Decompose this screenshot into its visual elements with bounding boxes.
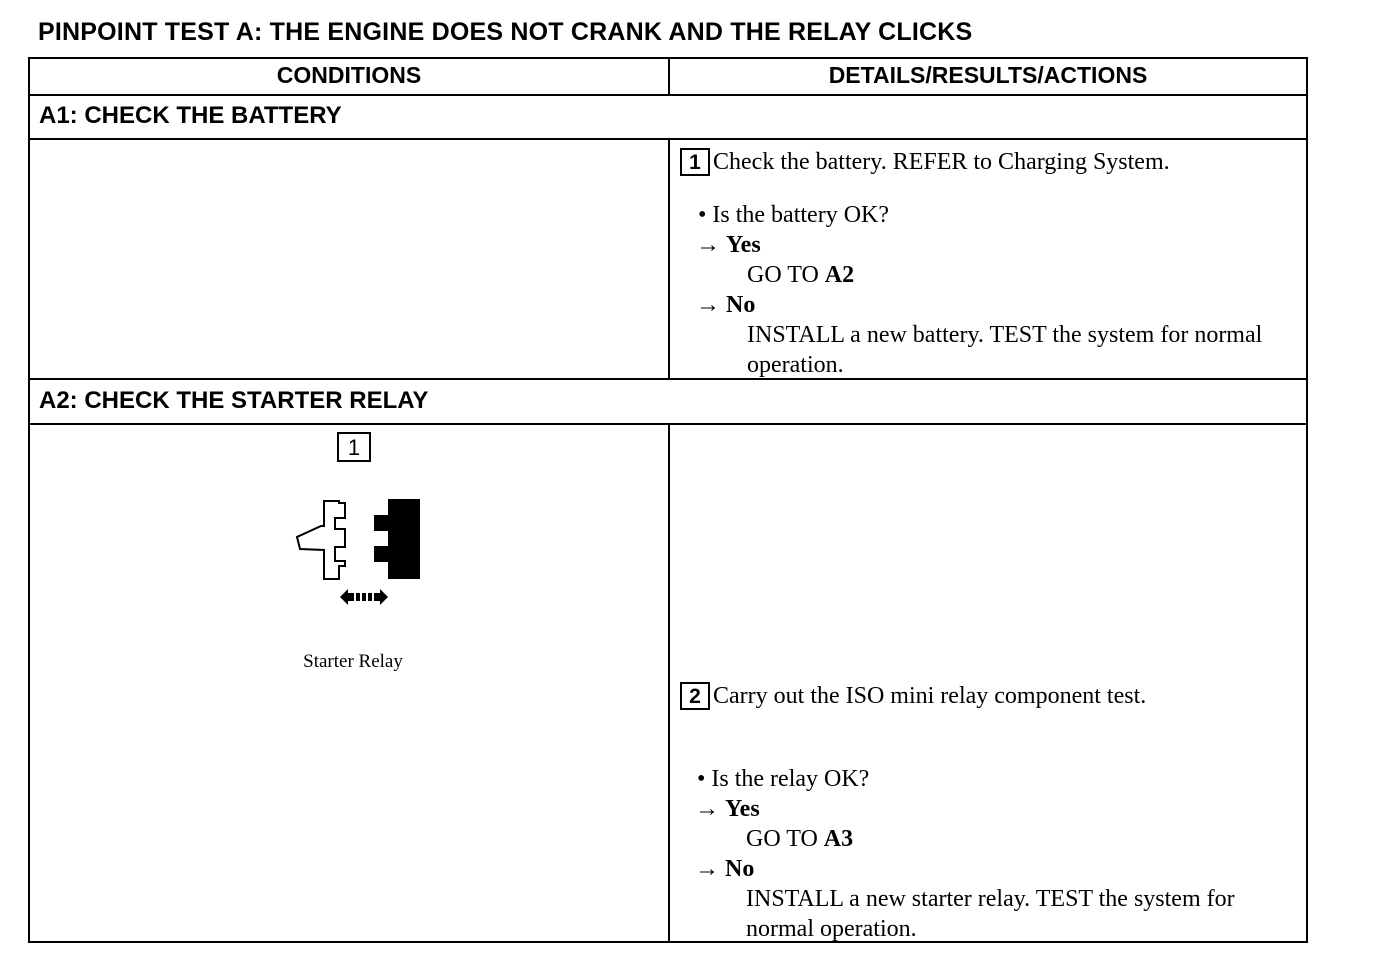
a2-yes-action <box>746 824 853 854</box>
details-column-header: DETAILS/RESULTS/ACTIONS <box>828 62 1148 88</box>
a2-no-label: No <box>725 856 755 882</box>
a2-yes-target: A3 <box>823 826 854 852</box>
a1-step-1 <box>680 148 1170 176</box>
arrow-icon: → <box>696 292 720 318</box>
a1-yes-row <box>696 230 761 260</box>
a1-yes-label: Yes <box>726 232 761 258</box>
a1-yes-target: A2 <box>824 262 855 288</box>
arrow-icon: → <box>695 796 719 822</box>
a1-step-text: Check the battery. REFER to Charging System. <box>713 148 1170 175</box>
page-title: PINPOINT TEST A: THE ENGINE DOES NOT CRANK AND THE RELAY CLICKS <box>38 18 973 46</box>
a2-yes-row <box>695 794 760 824</box>
starter-relay-icon <box>290 489 420 611</box>
figure-callout: 1 <box>337 432 371 462</box>
column-divider-a1 <box>668 139 670 379</box>
a2-yes-label: Yes <box>725 796 760 822</box>
pinpoint-test-table <box>28 57 1308 943</box>
step-number-box: 1 <box>680 148 710 176</box>
a1-yes-action-text: GO TO <box>747 262 819 288</box>
a2-yes-action-text: GO TO <box>746 826 818 852</box>
a2-step-2 <box>680 682 1146 710</box>
step-number-box: 2 <box>680 682 710 710</box>
column-divider-a2 <box>668 424 670 942</box>
a1-section-header: A1: CHECK THE BATTERY <box>39 102 342 129</box>
a2-no-action: INSTALL a new starter relay. TEST the system for normal operation. <box>746 886 1235 942</box>
a2-question: • Is the relay OK? <box>697 766 870 792</box>
relay-caption: Starter Relay <box>303 651 403 672</box>
a2-step-text: Carry out the ISO mini relay component test. <box>713 682 1147 709</box>
a2-section-header: A2: CHECK THE STARTER RELAY <box>39 387 429 414</box>
a1-question: • Is the battery OK? <box>698 202 890 228</box>
starter-relay-figure <box>290 489 420 616</box>
a1-yes-action <box>747 260 854 290</box>
a2-no-row <box>695 854 754 884</box>
a1-no-label: No <box>726 292 756 318</box>
conditions-column-header: CONDITIONS <box>276 62 422 88</box>
a1-no-row <box>696 290 755 320</box>
arrow-icon: → <box>696 232 720 258</box>
a1-no-action: INSTALL a new battery. TEST the system for normal operation. <box>747 322 1263 378</box>
arrow-icon: → <box>695 856 719 882</box>
